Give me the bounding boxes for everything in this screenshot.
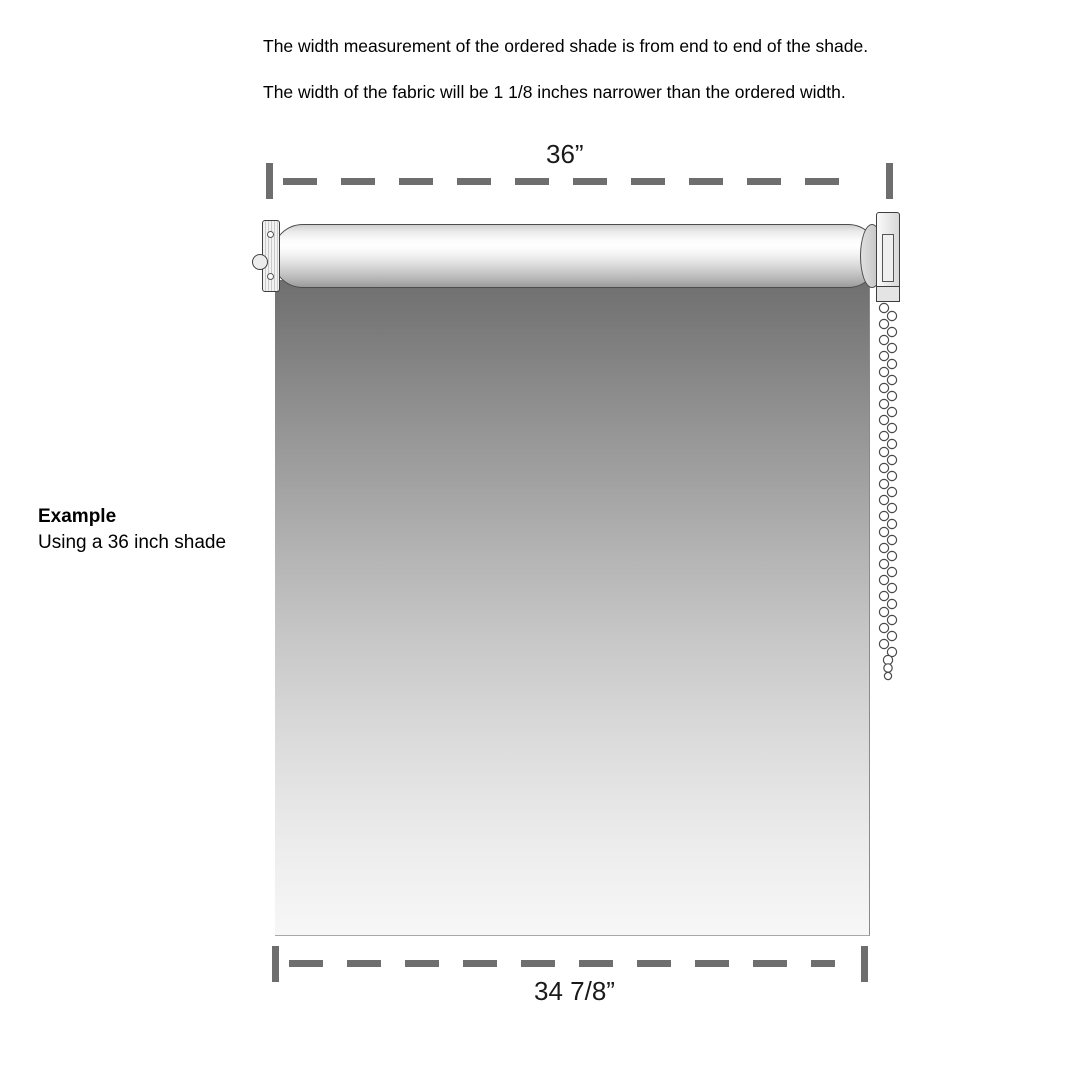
example-caption <box>38 504 268 555</box>
note-line-1: The width measurement of the ordered shade is from end to end of the shade. <box>263 36 869 56</box>
bottom-dimension-line <box>289 960 835 967</box>
right-bracket-tab <box>876 286 900 302</box>
top-dimension-tick-right <box>886 163 893 199</box>
bottom-dimension-label: 34 7/8” <box>534 976 615 1006</box>
roller-shade-assembly <box>250 212 910 957</box>
shade-fabric-panel <box>275 280 870 936</box>
roller-tube <box>272 224 879 288</box>
bracket-screw-icon <box>267 273 274 280</box>
bracket-screw-icon <box>267 231 274 238</box>
top-dimension-label: 36” <box>546 139 584 169</box>
top-dimension-tick-left <box>266 163 273 199</box>
caption-subtitle: Using a 36 inch shade <box>38 531 227 553</box>
top-dimension-line <box>283 178 859 185</box>
right-bracket-slot <box>882 234 894 282</box>
left-idler-pin <box>252 254 268 270</box>
bead-chain <box>870 302 910 692</box>
note-line-2: The width of the fabric will be 1 1/8 inches narrower than the ordered width. <box>263 82 846 102</box>
bottom-dimension-tick-left <box>272 946 279 982</box>
caption-title: Example <box>38 506 117 527</box>
bottom-dimension-tick-right <box>861 946 868 982</box>
